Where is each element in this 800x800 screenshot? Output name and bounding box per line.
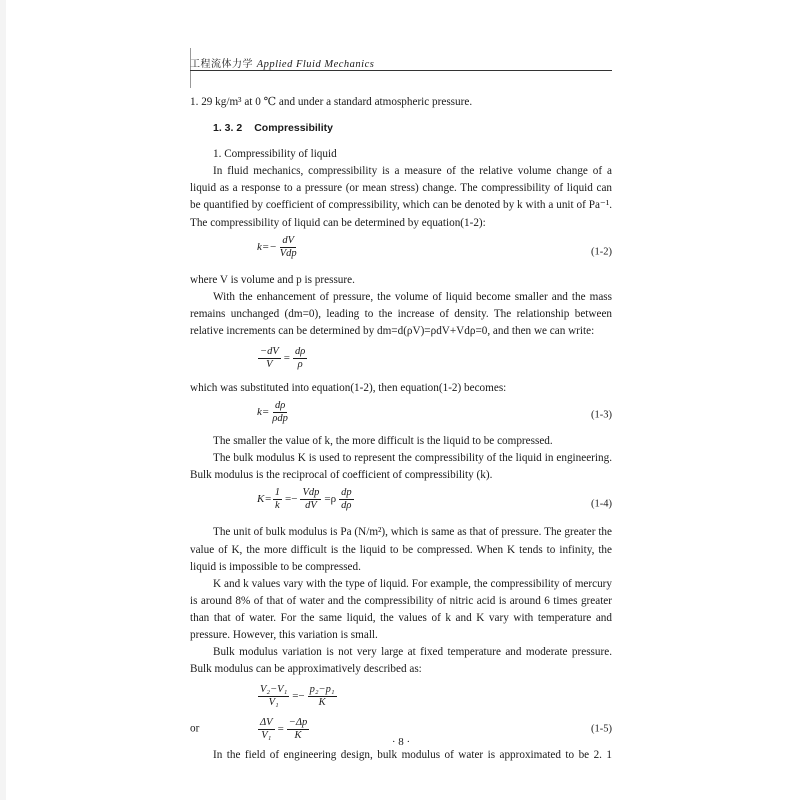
eq-denominator: dρ xyxy=(341,500,352,512)
eq-denominator: Vdp xyxy=(279,247,297,259)
eq-numerator: dρ xyxy=(274,400,286,412)
eq-operator: =ρ xyxy=(324,493,337,506)
eq-numerator: p₂−p₁ xyxy=(309,684,335,696)
page-body xyxy=(190,94,612,764)
equation-label: (1-5) xyxy=(591,723,612,735)
paragraph-variation: Bulk modulus variation is not very large at fixed temperature and moderate pressure. Bulk modulus can be approximatively described as: xyxy=(190,646,612,676)
section-heading xyxy=(213,120,612,137)
equation-label: (1-3) xyxy=(591,409,612,421)
paragraph-density-tail: 1. 29 kg/m³ at 0 ℃ and under a standard atmospheric pressure. xyxy=(190,96,473,108)
eq-lhs: K= xyxy=(257,493,272,506)
paragraph-where: where V is volume and p is pressure. xyxy=(190,273,355,286)
section-title: Compressibility xyxy=(254,122,333,135)
equation-bulk-approx xyxy=(190,681,612,711)
eq-numerator: −Δp xyxy=(288,717,308,729)
eq-numerator: V₂−V₁ xyxy=(260,684,288,696)
eq-denominator: k xyxy=(275,500,280,512)
paragraph-compressibility-definition: In fluid mechanics, compressibility is a measure of the relative volume change of a liquid as a response to a pressure (or mean stress) change. The compressibility of liquid can be quantified by coefficient of compressibility, which can be denoted by k with a unit of Pa⁻¹. The compressibility of liquid can be determined by equation(1-2): xyxy=(190,165,612,229)
eq-denominator: V₁ xyxy=(261,730,272,742)
equation-relative-increments xyxy=(190,343,612,377)
eq-lhs: k=− xyxy=(257,240,277,253)
equation-label: (1-4) xyxy=(591,498,612,510)
header-title xyxy=(190,59,374,70)
eq-numerator: dp xyxy=(341,487,352,499)
eq-operator: =− xyxy=(292,690,305,703)
paragraph-k-values: K and k values vary with the type of liquid. For example, the compressibility of mercury is around 8% of that of water and the compressibility of nitric acid is around 6 times greater than that of water. For the same liquid, the values of k and K vary with temperature and pressure. However, this variation is small. xyxy=(190,577,612,641)
eq-denominator: V xyxy=(266,359,273,371)
equation-1-2 xyxy=(190,235,612,269)
eq-numerator: Vdp xyxy=(302,487,320,499)
equation-1-4 xyxy=(190,487,612,521)
paragraph-substitution: which was substituted into equation(1-2), then equation(1-2) becomes: xyxy=(190,382,507,395)
eq-denominator: V₁ xyxy=(268,697,279,709)
eq-or-word: or xyxy=(190,722,200,735)
paragraph-engineering-design: In the field of engineering design, bulk modulus of water is approximated to be 2. 1 xyxy=(213,749,612,762)
eq-lhs: k= xyxy=(257,406,270,419)
page-number: · 8 · xyxy=(391,736,411,748)
paragraph-bulk-modulus-unit: The unit of bulk modulus is Pa (N/m²), which is same as that of pressure. The greater the value of K, the more difficult is the liquid to be compressed. When K tends to infinity, the liquid is impossible to be compressed. xyxy=(190,526,612,573)
header-title-en: Applied Fluid Mechanics xyxy=(256,59,375,70)
eq-operator: = xyxy=(283,351,290,364)
section-number: 1. 3. 2 xyxy=(213,122,243,135)
eq-operator: =− xyxy=(285,493,298,506)
eq-numerator: −dV xyxy=(260,346,279,358)
paragraph-pressure-enhancement: With the enhancement of pressure, the volume of liquid become smaller and the mass remains unchanged (dm=0), leading to the increase of density. The relationship between relative increments can be determined by dm=d(ρV)=ρdV+Vdρ=0, and then we can write: xyxy=(190,290,612,337)
header-rule xyxy=(190,70,612,71)
eq-operator: = xyxy=(277,723,284,736)
eq-denominator: dV xyxy=(305,500,317,512)
eq-numerator: 1 xyxy=(274,487,281,499)
paragraph-smaller-k: The smaller the value of k, the more difficult is the liquid to be compressed. xyxy=(213,435,553,448)
eq-denominator: K xyxy=(318,697,326,709)
eq-denominator: ρdp xyxy=(272,413,288,425)
equation-1-3 xyxy=(190,400,612,430)
running-header xyxy=(190,54,612,72)
equation-label: (1-2) xyxy=(591,246,612,258)
eq-numerator: dρ xyxy=(294,346,306,358)
page-edge xyxy=(0,0,6,800)
eq-numerator: dV xyxy=(282,234,295,246)
eq-denominator: ρ xyxy=(297,359,303,371)
paragraph-bulk-modulus: The bulk modulus K is used to represent the compressibility of the liquid in engineering. Bulk modulus is the reciprocal of coefficient of compressibility (k). xyxy=(190,452,612,482)
eq-denominator: K xyxy=(294,730,302,742)
eq-numerator: ΔV xyxy=(260,717,273,729)
subsection-heading: 1. Compressibility of liquid xyxy=(213,148,337,161)
header-title-cn: 工程流体力学 xyxy=(190,59,253,70)
